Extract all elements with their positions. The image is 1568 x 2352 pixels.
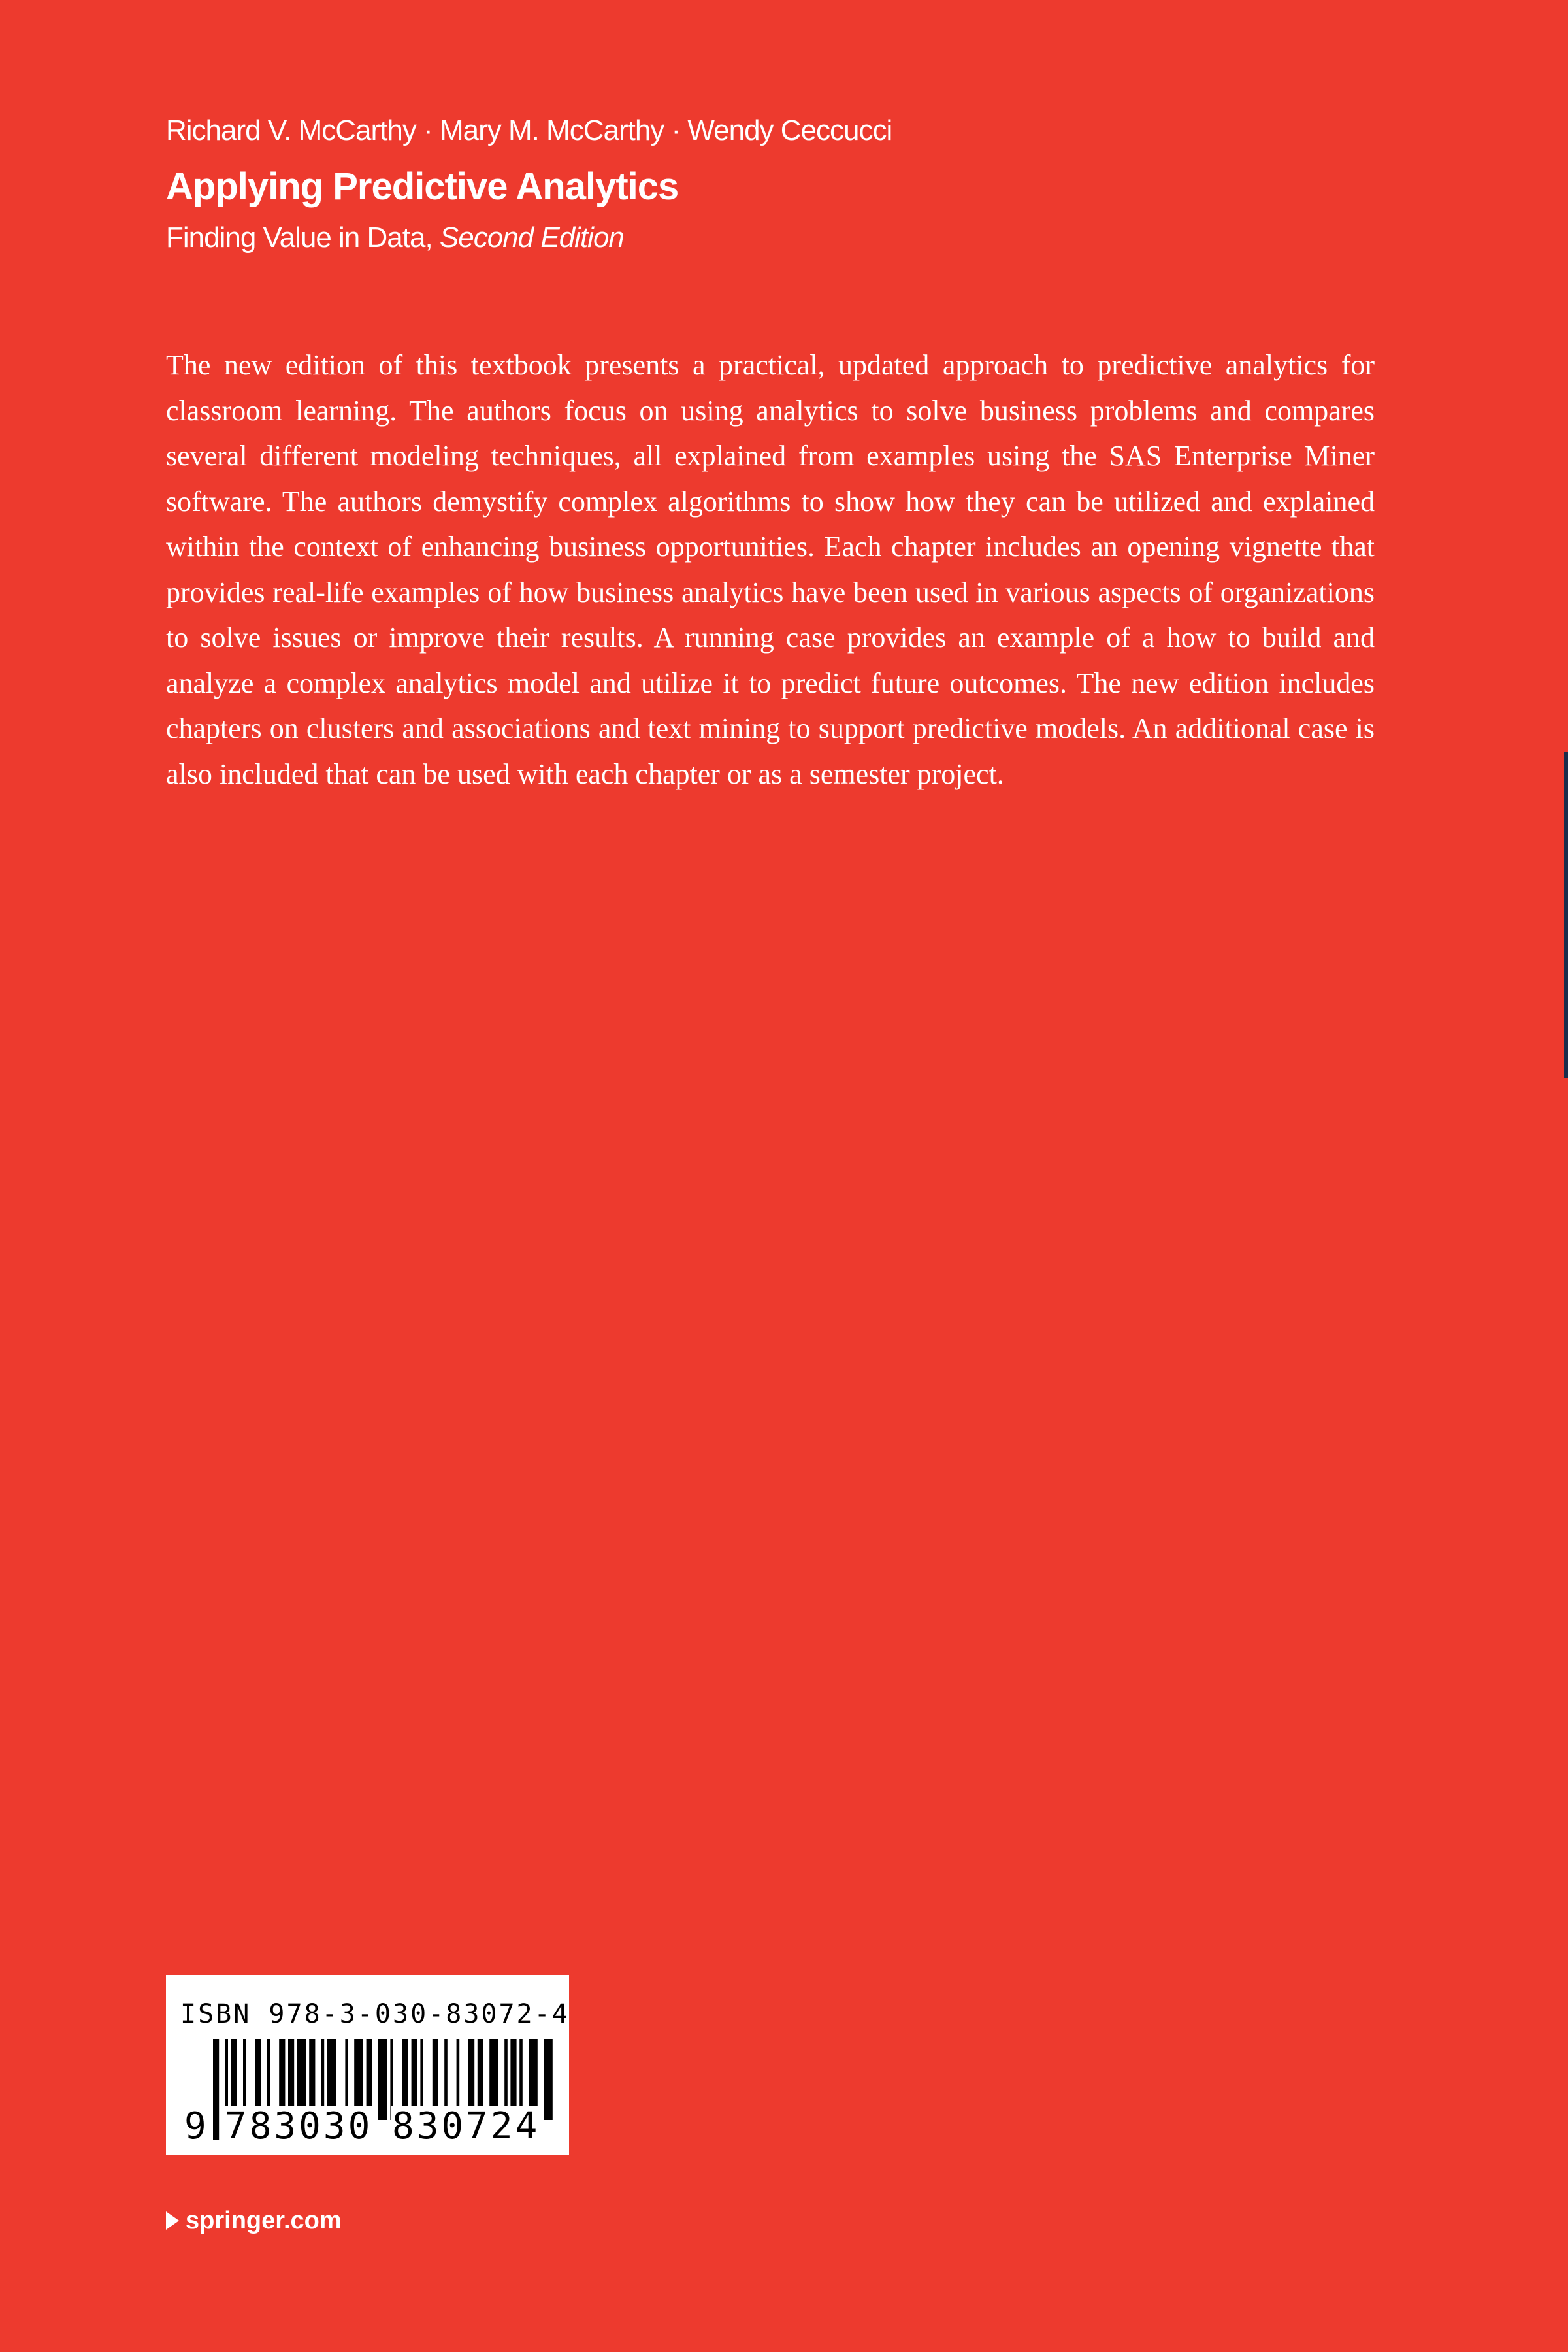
author-list: Richard V. McCarthy · Mary M. McCarthy · Wendy Ceccucci bbox=[166, 114, 892, 146]
isbn-barcode-box bbox=[166, 1975, 569, 2155]
isbn-label: ISBN 978-3-030-83072-4 bbox=[180, 1999, 570, 2029]
publisher-website[interactable]: springer.com bbox=[186, 2207, 342, 2234]
barcode-left-digits: 783030 bbox=[225, 2105, 373, 2147]
barcode-bar bbox=[213, 2039, 219, 2140]
book-title: Applying Predictive Analytics bbox=[166, 165, 679, 208]
publisher-link[interactable] bbox=[166, 2202, 342, 2239]
book-description: The new edition of this textbook presents a practical, updated approach to predictive analytics for classroom learning. The authors focus on using analytics to solve business problems and compares several different modeling techniques, all explained from examples using the SAS Enterprise Miner software. The authors demystify complex algorithms to show how they can be utilized and explained within the context of enhancing business opportunities. Each chapter includes an opening vignette that provides real-life examples of how business analytics have been used in various aspects of organizations to solve issues or improve their results. A running case provides an example of a how to build and analyze a complex analytics model and utilize it to predict future outcomes. The new edition includes chapters on clusters and associations and text mining to support predictive models. An additional case is also included that can be used with each chapter or as a semester project. bbox=[166, 349, 1375, 790]
barcode-lead-digit: 9 bbox=[184, 2105, 206, 2147]
barcode-bar bbox=[544, 2039, 553, 2120]
spine-edge bbox=[1564, 752, 1568, 1078]
edition-label: Second Edition bbox=[439, 222, 624, 254]
arrow-right-icon bbox=[166, 2211, 179, 2230]
barcode-right-digits: 830724 bbox=[392, 2105, 540, 2147]
barcode-bar bbox=[378, 2039, 387, 2120]
subtitle-text: Finding Value in Data, bbox=[166, 222, 433, 254]
book-subtitle bbox=[166, 217, 624, 259]
